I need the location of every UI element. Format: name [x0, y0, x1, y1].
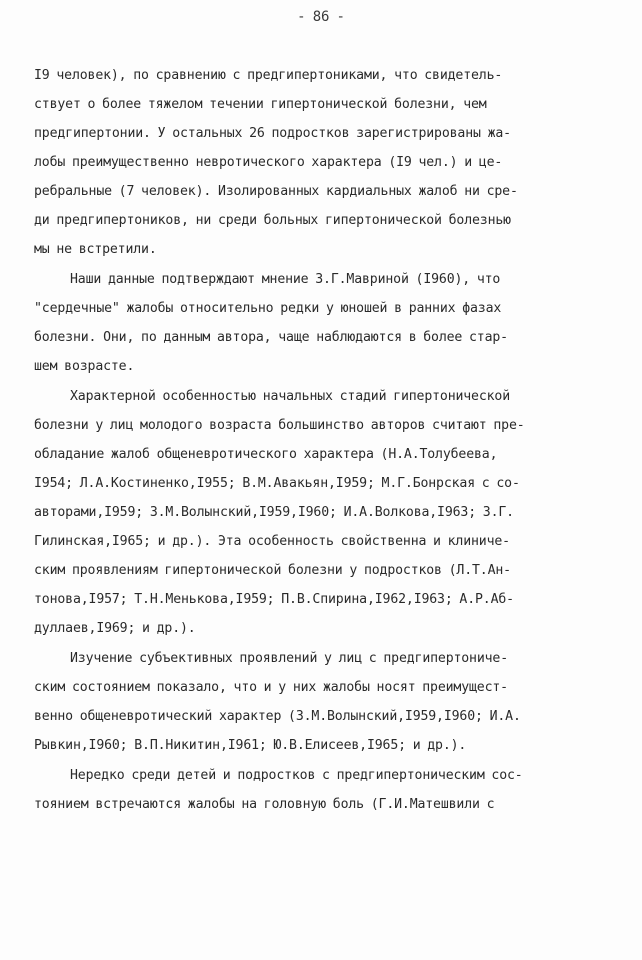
text-line: мы не встретили.: [34, 242, 157, 257]
text-line: I9 человек), по сравнению с предгипертониками, что свидетель-: [34, 68, 503, 83]
text-line: ди предгипертоников, ни среди больных гипертонической болезнью: [34, 213, 511, 228]
text-line: "сердечные" жалобы относительно редки у юношей в ранних фазах: [34, 301, 502, 316]
text-line: Рывкин,I960; В.П.Никитин,I961; Ю.В.Елисеев,I965; и др.).: [34, 738, 467, 753]
text-line: болезни. Они, по данным автора, чаще наблюдаются в более стар-: [34, 330, 508, 345]
text-line: тоянием встречаются жалобы на головную боль (Г.И.Матешвили с: [34, 797, 495, 812]
text-line: шем возрасте.: [34, 359, 135, 374]
text-line: авторами,I959; З.М.Волынский,I959,I960; И.А.Волкова,I963; З.Г.: [34, 505, 514, 520]
text-line: тонова,I957; Т.Н.Менькова,I959; П.В.Спирина,I962,I963; А.Р.Аб-: [34, 592, 514, 607]
text-line: дуллаев,I969; и др.).: [34, 621, 196, 636]
text-line: ским проявлениям гипертонической болезни у подростков (Л.Т.Ан-: [34, 563, 511, 578]
text-line: ребральные (7 человек). Изолированных кардиальных жалоб ни сре-: [34, 184, 518, 199]
text-line: ствует о более тяжелом течении гипертонической болезни, чем: [34, 97, 487, 112]
text-line: обладание жалоб общеневротического характера (Н.А.Толубеева,: [34, 447, 498, 462]
text-line: болезни у лиц молодого возраста большинство авторов считают пре-: [34, 418, 525, 433]
paragraph-first-line: Нередко среди детей и подростков с предгипертоническим сос-: [70, 768, 523, 783]
text-line: I954; Л.А.Костиненко,I955; В.М.Авакьян,I959; М.Г.Бонрская с со-: [34, 476, 520, 491]
text-line: предгипертонии. У остальных 26 подростков зарегистрированы жа-: [34, 126, 511, 141]
text-line: лобы преимущественно невротического характера (I9 чел.) и це-: [34, 155, 503, 170]
paragraph-first-line: Изучение субъективных проявлений у лиц с предгипертониче-: [70, 651, 509, 666]
page-number: - 86 -: [297, 9, 345, 25]
text-line: венно общеневротический характер (З.М.Волынский,I959,I960; И.А.: [34, 709, 521, 724]
text-line: ским состоянием показало, что и у них жалобы носят преимущест-: [34, 680, 508, 695]
paragraph-first-line: Характерной особенностью начальных стадий гипертонической: [70, 389, 511, 404]
paragraph-first-line: Наши данные подтверждают мнение З.Г.Мавриной (I960), что: [70, 272, 501, 287]
text-line: Гилинская,I965; и др.). Эта особенность свойственна и клиниче-: [34, 534, 510, 549]
